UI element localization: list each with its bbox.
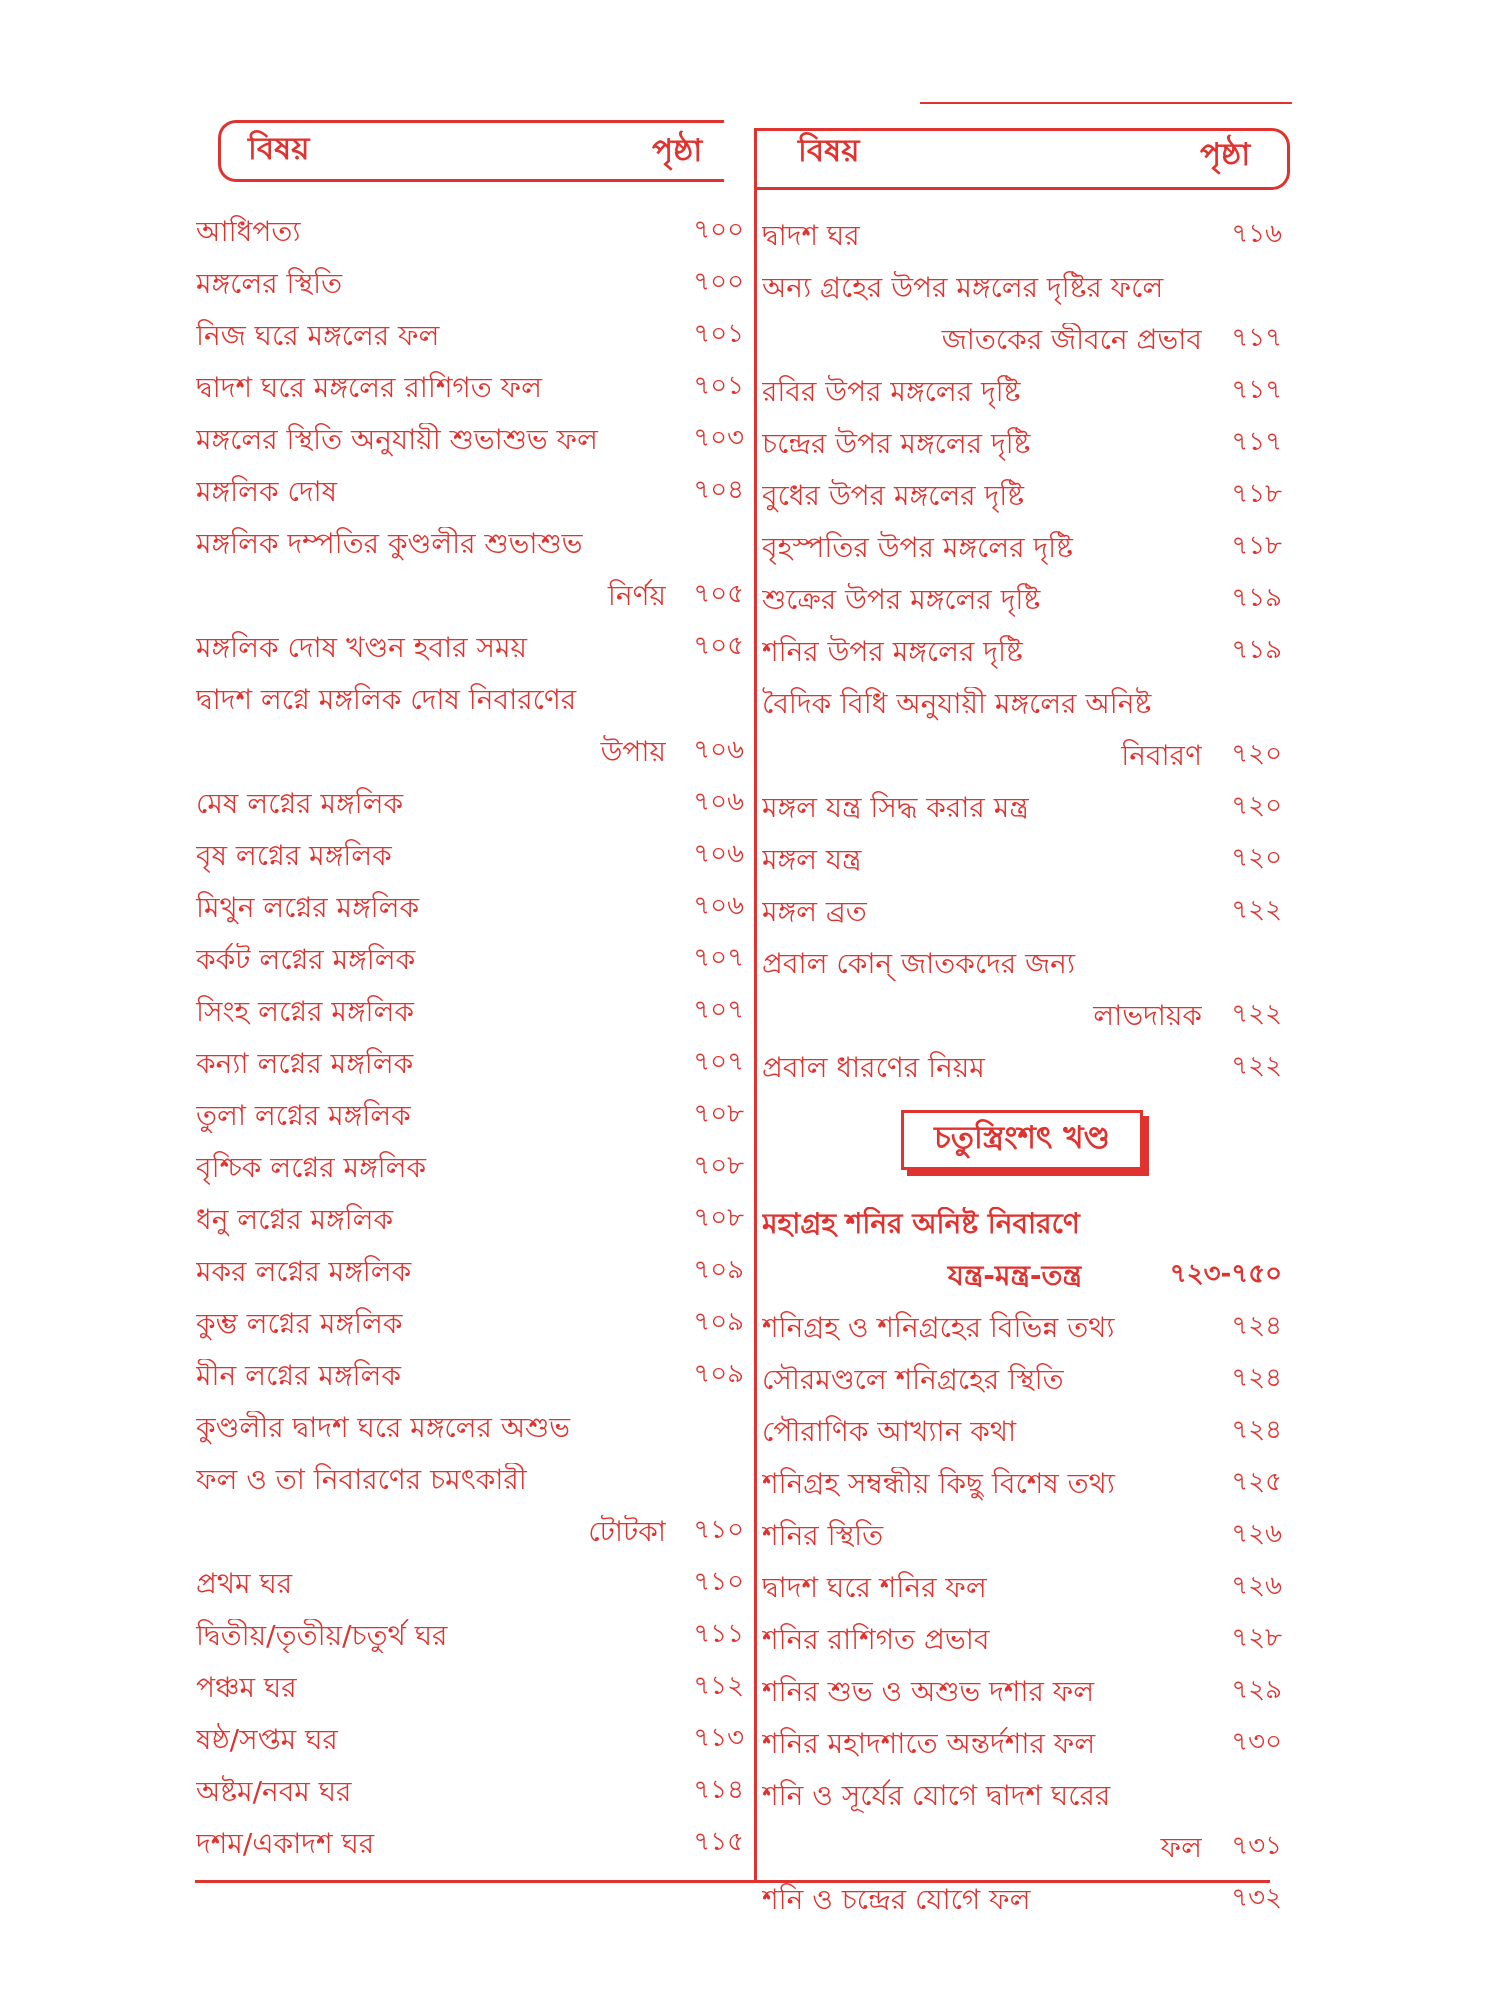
toc-entry-page: ৭০৮	[693, 1203, 744, 1233]
toc-entry-page: ৭২০	[1231, 739, 1282, 769]
toc-entry[interactable]	[196, 1404, 744, 1456]
toc-entry[interactable]	[196, 988, 744, 1040]
toc-entry-page: ৭২২	[1231, 1051, 1282, 1081]
toc-entry[interactable]	[196, 884, 744, 936]
toc-entry-page: ৭১০	[693, 1515, 744, 1545]
toc-entry[interactable]	[196, 1768, 744, 1820]
toc-entry[interactable]	[762, 1512, 1282, 1564]
toc-entry-page: ৭১৮	[1231, 479, 1282, 509]
toc-entry-title: যন্ত্র-মন্ত্র-তন্ত্র	[947, 1259, 1082, 1292]
toc-entry-title: মঙ্গলিক দম্পতির কুণ্ডলীর শুভাশুভ	[196, 527, 583, 560]
toc-entry-title: নিবারণ	[1121, 739, 1202, 772]
toc-entry-title: প্রবাল কোন্ জাতকদের জন্য	[762, 947, 1075, 980]
toc-entry-title: বুধের উপর মঙ্গলের দৃষ্টি	[762, 479, 1024, 512]
toc-entry-page: ৭০৭	[693, 1047, 744, 1077]
toc-entry[interactable]	[196, 208, 744, 260]
toc-entry-page: ৭০৬	[693, 891, 744, 921]
toc-entry[interactable]	[762, 1408, 1282, 1460]
toc-entry-page: ৭২২	[1231, 895, 1282, 925]
toc-entry-title: নির্ণয়	[607, 579, 666, 612]
toc-entry[interactable]	[762, 784, 1282, 836]
toc-entry-title: শুক্রের উপর মঙ্গলের দৃষ্টি	[762, 583, 1041, 616]
toc-entry-title: ষষ্ঠ/সপ্তম ঘর	[196, 1723, 338, 1756]
toc-entry[interactable]	[196, 676, 744, 728]
toc-entry-title: মকর লগ্নের মঙ্গলিক	[196, 1255, 412, 1288]
toc-entry-continuation[interactable]	[762, 1824, 1282, 1876]
toc-entry[interactable]	[762, 212, 1282, 264]
toc-entry-title: শনির মহাদশাতে অন্তর্দশার ফল	[762, 1727, 1096, 1760]
toc-entry-page: ৭১২	[693, 1671, 744, 1701]
toc-entry-page: ৭০৮	[693, 1099, 744, 1129]
toc-entry[interactable]	[196, 936, 744, 988]
toc-entry[interactable]	[196, 1040, 744, 1092]
left-toc-list	[196, 208, 744, 1872]
toc-entry-page: ৭৩২	[1231, 1883, 1282, 1913]
toc-entry[interactable]	[762, 1356, 1282, 1408]
toc-entry-continuation[interactable]	[762, 992, 1282, 1044]
toc-entry-title: বৃশ্চিক লগ্নের মঙ্গলিক	[196, 1151, 427, 1184]
toc-entry[interactable]	[762, 420, 1282, 472]
toc-entry[interactable]	[196, 312, 744, 364]
toc-entry-title: জাতকের জীবনে প্রভাব	[941, 323, 1202, 356]
toc-entry[interactable]	[762, 1044, 1282, 1096]
toc-entry-page: ৭০৩	[693, 423, 744, 453]
left-header-page: পৃষ্ঠা	[652, 133, 703, 169]
toc-entry-page: ৭২০	[1231, 843, 1282, 873]
right-header-page: পৃষ্ঠা	[1200, 137, 1251, 173]
toc-entry-title: বৃহস্পতির উপর মঙ্গলের দৃষ্টি	[762, 531, 1073, 564]
toc-entry-page: ৭০০	[693, 267, 744, 297]
toc-entry-continuation[interactable]	[196, 1456, 744, 1508]
toc-entry-title: মঙ্গলের স্থিতি	[196, 267, 343, 300]
toc-entry[interactable]	[762, 888, 1282, 940]
toc-entry[interactable]	[196, 832, 744, 884]
toc-entry-title: শনির উপর মঙ্গলের দৃষ্টি	[762, 635, 1023, 668]
toc-entry-title: মীন লগ্নের মঙ্গলিক	[196, 1359, 401, 1392]
column-divider	[754, 128, 757, 1882]
toc-entry-continuation[interactable]	[196, 572, 744, 624]
toc-entry[interactable]	[762, 576, 1282, 628]
toc-entry-page: ৭১৯	[1231, 635, 1282, 665]
toc-entry-title: রবির উপর মঙ্গলের দৃষ্টি	[762, 375, 1021, 408]
toc-entry-page: ৭১৩	[693, 1723, 744, 1753]
right-toc-list	[762, 212, 1282, 1928]
toc-entry-page: ৭০৭	[693, 995, 744, 1025]
toc-entry[interactable]	[762, 1876, 1282, 1928]
toc-entry-title: আধিপত্য	[196, 215, 301, 248]
toc-entry-page: ৭২৯	[1231, 1675, 1282, 1705]
toc-entry-title: প্রবাল ধারণের নিয়ম	[762, 1051, 985, 1084]
toc-entry-title: সিংহ লগ্নের মঙ্গলিক	[196, 995, 414, 1028]
toc-entry[interactable]	[196, 624, 744, 676]
toc-entry-title: মিথুন লগ্নের মঙ্গলিক	[196, 891, 420, 924]
toc-entry[interactable]	[196, 1716, 744, 1768]
toc-entry-page: ৭০৪	[693, 475, 744, 505]
toc-entry-title: ধনু লগ্নের মঙ্গলিক	[196, 1203, 394, 1236]
toc-entry[interactable]	[762, 1616, 1282, 1668]
toc-entry-continuation[interactable]	[196, 728, 744, 780]
toc-entry[interactable]	[762, 1564, 1282, 1616]
toc-entry-title: সৌরমণ্ডলে শনিগ্রহের স্থিতি	[762, 1363, 1064, 1396]
toc-entry-page: ৭০৯	[693, 1255, 744, 1285]
toc-entry-title: মঙ্গলের স্থিতি অনুযায়ী শুভাশুভ ফল	[196, 423, 598, 456]
toc-entry-page: ৭০৬	[693, 787, 744, 817]
toc-entry-title: দ্বাদশ ঘরে শনির ফল	[762, 1571, 987, 1604]
toc-entry[interactable]	[196, 520, 744, 572]
toc-entry-title: অষ্টম/নবম ঘর	[196, 1775, 352, 1808]
toc-entry[interactable]	[196, 416, 744, 468]
toc-entry-title: মঙ্গলিক দোষ	[196, 475, 338, 508]
toc-entry-page: ৭২৫	[1231, 1467, 1282, 1497]
toc-entry[interactable]	[196, 1352, 744, 1404]
toc-entry[interactable]	[196, 780, 744, 832]
toc-entry[interactable]	[762, 1304, 1282, 1356]
toc-entry[interactable]	[762, 472, 1282, 524]
toc-entry-page: ৭২৬	[1231, 1519, 1282, 1549]
toc-entry-title: দ্বাদশ ঘরে মঙ্গলের রাশিগত ফল	[196, 371, 543, 404]
toc-entry[interactable]	[762, 1720, 1282, 1772]
toc-entry-title: শনির স্থিতি	[762, 1519, 884, 1552]
toc-entry-page: ৭০৯	[693, 1307, 744, 1337]
toc-entry-title: পৌরাণিক আখ্যান কথা	[762, 1415, 1017, 1448]
toc-entry-title: মঙ্গলিক দোষ খণ্ডন হবার সময়	[196, 631, 528, 664]
toc-entry[interactable]	[762, 628, 1282, 680]
toc-entry-title: টোটকা	[588, 1515, 666, 1548]
toc-entry-page: ৭৩০	[1231, 1727, 1282, 1757]
toc-entry-page: ৭০৮	[693, 1151, 744, 1181]
toc-entry-page: ৭০৬	[693, 735, 744, 765]
toc-entry-page: ৭২০	[1231, 791, 1282, 821]
toc-entry[interactable]	[196, 1820, 744, 1872]
toc-entry-title: ফল	[1160, 1831, 1202, 1864]
toc-entry[interactable]	[762, 680, 1282, 732]
toc-entry-page: ৭১৭	[1231, 323, 1282, 353]
toc-entry-page: ৭০৬	[693, 839, 744, 869]
toc-entry-page: ৭১১	[693, 1619, 744, 1649]
toc-entry-title: কুম্ভ লগ্নের মঙ্গলিক	[196, 1307, 403, 1340]
toc-entry[interactable]	[196, 1300, 744, 1352]
toc-entry-page: ৭৩১	[1231, 1831, 1282, 1861]
toc-entry-page: ৭২৪	[1231, 1415, 1282, 1445]
toc-entry-title: অন্য গ্রহের উপর মঙ্গলের দৃষ্টির ফলে	[762, 271, 1164, 304]
toc-entry-page: ৭১৫	[693, 1827, 744, 1857]
toc-entry-title: লাভদায়ক	[1093, 999, 1202, 1032]
toc-entry-title: পঞ্চম ঘর	[196, 1671, 297, 1704]
toc-entry-page: ৭০০	[693, 215, 744, 245]
toc-entry-title: শনিগ্রহ সম্বন্ধীয় কিছু বিশেষ তথ্য	[762, 1467, 1115, 1500]
toc-entry-title: দশম/একাদশ ঘর	[196, 1827, 375, 1860]
toc-entry-continuation[interactable]	[762, 732, 1282, 784]
toc-entry-continuation[interactable]	[762, 1252, 1282, 1304]
toc-entry-title: মহাগ্রহ শনির অনিষ্ট নিবারণে	[762, 1207, 1080, 1240]
toc-entry[interactable]	[196, 468, 744, 520]
toc-entry-title: বৃষ লগ্নের মঙ্গলিক	[196, 839, 392, 872]
toc-entry-title: শনিগ্রহ ও শনিগ্রহের বিভিন্ন তথ্য	[762, 1311, 1115, 1344]
toc-entry-page: ৭২৪	[1231, 1363, 1282, 1393]
toc-entry-page: ৭০১	[693, 371, 744, 401]
toc-entry[interactable]	[196, 364, 744, 416]
toc-entry-title: প্রথম ঘর	[196, 1567, 293, 1600]
toc-entry-page: ৭২২	[1231, 999, 1282, 1029]
toc-entry-page: ৭০৫	[693, 631, 744, 661]
toc-entry[interactable]	[196, 1144, 744, 1196]
toc-entry[interactable]	[196, 1248, 744, 1300]
toc-entry-continuation[interactable]	[762, 316, 1282, 368]
toc-entry-page: ৭১৭	[1231, 427, 1282, 457]
toc-entry-page: ৭০৭	[693, 943, 744, 973]
toc-entry-title: নিজ ঘরে মঙ্গলের ফল	[196, 319, 440, 352]
toc-entry[interactable]	[762, 1668, 1282, 1720]
toc-entry-title: দ্বাদশ লগ্নে মঙ্গলিক দোষ নিবারণের	[196, 683, 577, 716]
toc-entry-page: ৭১৭	[1231, 375, 1282, 405]
toc-entry[interactable]	[196, 260, 744, 312]
toc-entry-title: মঙ্গল যন্ত্র	[762, 843, 862, 876]
toc-entry-title: মঙ্গল ব্রত	[762, 895, 867, 928]
toc-entry-title: কুণ্ডলীর দ্বাদশ ঘরে মঙ্গলের অশুভ	[196, 1411, 571, 1444]
toc-entry-title: দ্বাদশ ঘর	[762, 219, 860, 252]
toc-entry-title: বৈদিক বিধি অনুযায়ী মঙ্গলের অনিষ্ট	[762, 687, 1152, 720]
toc-entry-title: কন্যা লগ্নের মঙ্গলিক	[196, 1047, 414, 1080]
toc-entry-title: শনির রাশিগত প্রভাব	[762, 1623, 990, 1656]
toc-entry[interactable]	[762, 940, 1282, 992]
toc-entry[interactable]	[762, 264, 1282, 316]
section-heading: চতুস্ত্রিংশৎ খণ্ড	[901, 1110, 1143, 1170]
top-rule	[920, 102, 1292, 104]
toc-entry-page: ৭১৯	[1231, 583, 1282, 613]
left-header-subject: বিষয়	[248, 131, 310, 167]
toc-entry-continuation[interactable]	[196, 1508, 744, 1560]
toc-entry-title: শনি ও সূর্যের যোগে দ্বাদশ ঘরের	[762, 1779, 1111, 1812]
toc-entry-title: দ্বিতীয়/তৃতীয়/চতুর্থ ঘর	[196, 1619, 448, 1652]
toc-entry[interactable]	[762, 1200, 1282, 1252]
toc-entry-title: শনির শুভ ও অশুভ দশার ফল	[762, 1675, 1095, 1708]
right-header-subject: বিষয়	[798, 133, 860, 169]
toc-entry-page: ৭১৮	[1231, 531, 1282, 561]
toc-entry-page: ৭২৩-৭৫০	[1169, 1259, 1282, 1289]
toc-entry-page: ৭০১	[693, 319, 744, 349]
toc-entry[interactable]	[762, 368, 1282, 420]
toc-entry-title: ফল ও তা নিবারণের চমৎকারী	[196, 1463, 527, 1496]
toc-entry[interactable]	[196, 1196, 744, 1248]
toc-entry-title: মেষ লগ্নের মঙ্গলিক	[196, 787, 404, 820]
toc-entry-page: ৭১৪	[693, 1775, 744, 1805]
toc-entry[interactable]	[196, 1560, 744, 1612]
section-heading-wrap	[762, 1110, 1282, 1200]
toc-entry-page: ৭২৪	[1231, 1311, 1282, 1341]
toc-entry-page: ৭০৯	[693, 1359, 744, 1389]
toc-entry[interactable]	[762, 1460, 1282, 1512]
toc-entry-title: উপায়	[600, 735, 666, 768]
toc-entry-page: ৭২৬	[1231, 1571, 1282, 1601]
toc-entry-title: শনি ও চন্দ্রের যোগে ফল	[762, 1883, 1031, 1916]
toc-entry-page: ৭১৬	[1231, 219, 1282, 249]
toc-entry-title: মঙ্গল যন্ত্র সিদ্ধ করার মন্ত্র	[762, 791, 1029, 824]
toc-entry-page: ৭১০	[693, 1567, 744, 1597]
toc-entry[interactable]	[762, 836, 1282, 888]
toc-entry-title: চন্দ্রের উপর মঙ্গলের দৃষ্টি	[762, 427, 1031, 460]
toc-entry[interactable]	[196, 1664, 744, 1716]
toc-entry-page: ৭০৫	[693, 579, 744, 609]
toc-entry[interactable]	[762, 524, 1282, 576]
toc-entry[interactable]	[196, 1092, 744, 1144]
toc-entry-title: তুলা লগ্নের মঙ্গলিক	[196, 1099, 411, 1132]
toc-entry-page: ৭২৮	[1231, 1623, 1282, 1653]
toc-entry[interactable]	[196, 1612, 744, 1664]
toc-entry-title: কর্কট লগ্নের মঙ্গলিক	[196, 943, 416, 976]
toc-entry[interactable]	[762, 1772, 1282, 1824]
